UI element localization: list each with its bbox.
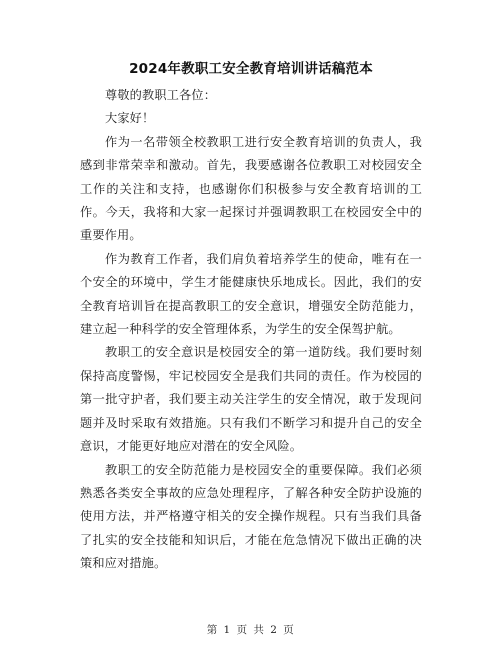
document-body xyxy=(80,84,422,576)
salutation: 尊敬的教职工各位： xyxy=(105,88,217,102)
paragraph-4: 教职工的安全防范能力是校园安全的重要保障。我们必须熟悉各类安全事故的应急处理程序，了解各种安全防护设施的使用方法，并严格遵守相关的安全操作规程。只有当我们具备了扎实的安全技能和知识后，才能在危急情况下做出正确的决策和应对措施。 xyxy=(80,462,422,571)
page-indicator: 第 1 页 共 2 页 xyxy=(206,624,296,636)
greeting: 大家好！ xyxy=(105,111,155,126)
paragraph-2: 作为教育工作者，我们肩负着培养学生的使命，唯有在一个安全的环境中，学生才能健康快乐地成长。因此，我们的安全教育培训旨在提高教职工的安全意识，增强安全防范能力，建立起一种科学的安全管理体系，为学生的安全保驾护航。 xyxy=(80,251,422,337)
document-title: 2024年教职工安全教育培训讲话稿范本 xyxy=(129,61,373,77)
paragraph-1: 作为一名带领全校教职工进行安全教育培训的负责人，我感到非常荣幸和激动。首先，我要感谢各位教职工对校园安全工作的关注和支持，也感谢你们积极参与安全教育培训的工作。今天，我将和大家一起探讨并强调教职工在校园安全中的重要作用。 xyxy=(80,134,422,243)
paragraph-3: 教职工的安全意识是校园安全的第一道防线。我们要时刻保持高度警惕，牢记校园安全是我们共同的责任。作为校园的第一批守护者，我们要主动关注学生的安全情况，敢于发现问题并及时采取有效措施。只有我们不断学习和提升自己的安全意识，才能更好地应对潜在的安全风险。 xyxy=(80,345,422,454)
